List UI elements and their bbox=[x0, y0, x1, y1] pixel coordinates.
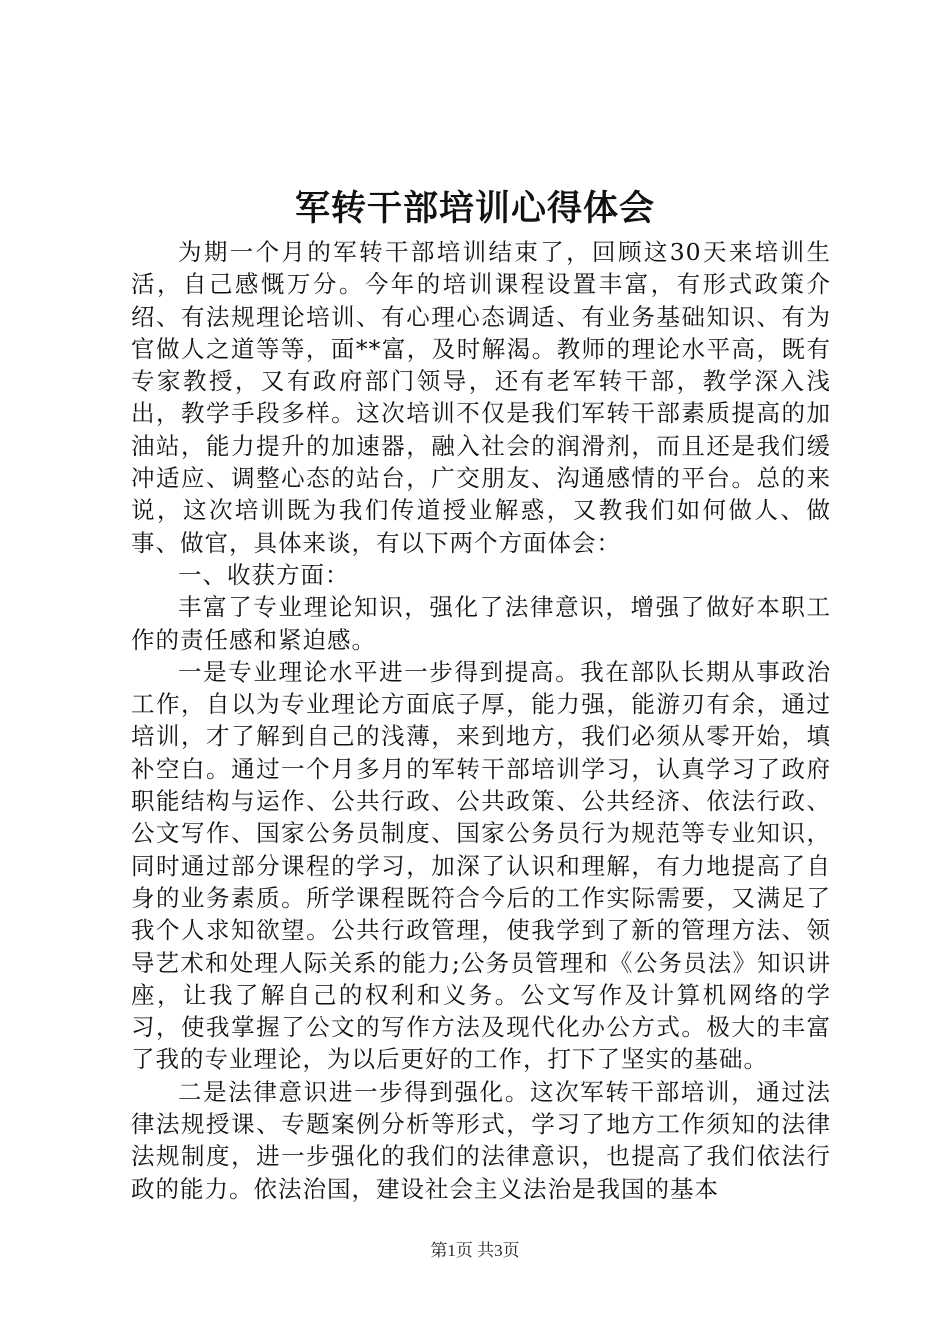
page-footer: 第1页 共3页 bbox=[430, 1241, 520, 1260]
section-heading-gains: 一、收获方面： bbox=[178, 560, 350, 589]
document-body bbox=[131, 236, 831, 1205]
document-title: 军转干部培训心得体会 bbox=[294, 188, 655, 229]
paragraph-point-two: 二是法律意识进一步得到强化。这次军转干部培训，通过法律法规授课、专题案例分析等形式，学习了地方工作须知的法律法规制度，进一步强化的我们的法律意识，也提高了我们依法行政的能力。依法治国，建设社会主义法治是我国的基本 bbox=[131, 1077, 831, 1203]
paragraph-summary: 丰富了专业理论知识，强化了法律意识，增强了做好本职工作的责任感和紧迫感。 bbox=[131, 593, 831, 654]
paragraph-point-one: 一是专业理论水平进一步得到提高。我在部队长期从事政治工作，自以为专业理论方面底子厚，能力强，能游刃有余，通过培训，才了解到自己的浅薄，来到地方，我们必须从零开始，填补空白。通过一个月多月的军转干部培训学习，认真学习了政府职能结构与运作、公共行政、公共政策、公共经济、依法行政、公文写作、国家公务员制度、国家公务员行为规范等专业知识，同时通过部分课程的学习，加深了认识和理解，有力地提高了自身的业务素质。所学课程既符合今后的工作实际需要，又满足了我个人求知欲望。公共行政管理，使我学到了新的管理方法、领导艺术和处理人际关系的能力;公务员管理和《公务员法》知识讲座，让我了解自己的权利和义务。公文写作及计算机网络的学习，使我掌握了公文的写作方法及现代化办公方式。极大的丰富了我的专业理论，为以后更好的工作，打下了坚实的基础。 bbox=[131, 657, 831, 1074]
paragraph-intro: 为期一个月的军转干部培训结束了，回顾这30天来培训生活，自己感慨万分。今年的培训课程设置丰富，有形式政策介绍、有法规理论培训、有心理心态调适、有业务基础知识、有为官做人之道等等，面**富，及时解渴。教师的理论水平高，既有专家教授，又有政府部门领导，还有老军转干部，教学深入浅出，教学手段多样。这次培训不仅是我们军转干部素质提高的加油站，能力提升的加速器，融入社会的润滑剂，而且还是我们缓冲适应、调整心态的站台，广交朋友、沟通感情的平台。总的来说，这次培训既为我们传道授业解惑，又教我们如何做人、做事、做官，具体来谈，有以下两个方面体会： bbox=[131, 238, 831, 557]
